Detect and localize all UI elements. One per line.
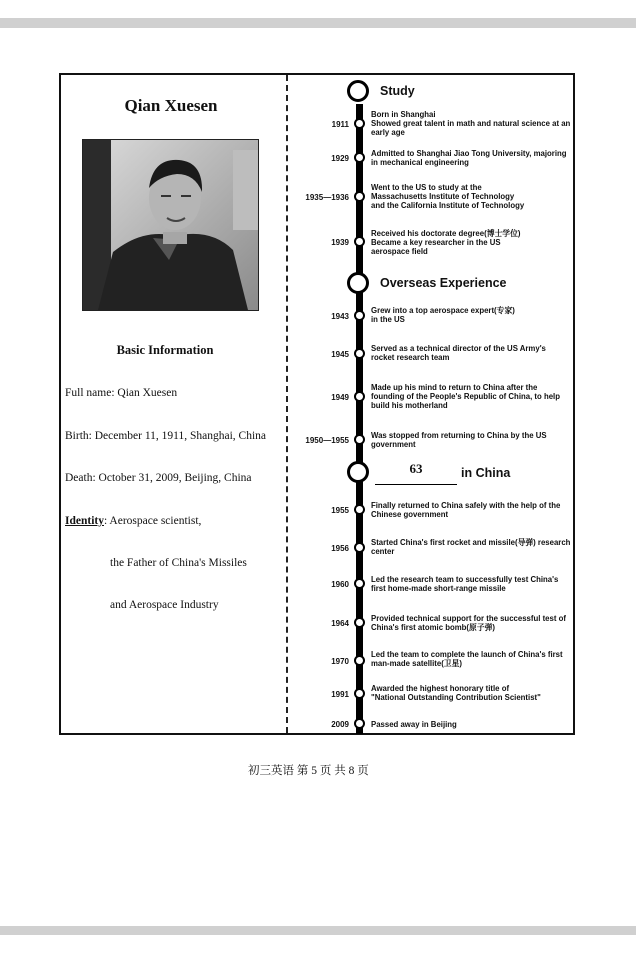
event-text: Received his doctorate degree(博士学位) Became a key researcher in the US aerospace field <box>371 229 521 257</box>
timeline-dot <box>354 504 365 515</box>
basic-info-heading: Basic Information <box>116 343 214 357</box>
full-name-line: Full name: Qian Xuesen <box>65 387 178 399</box>
identity-line-3: and Aerospace Industry <box>110 599 219 611</box>
section-circle-overseas <box>347 272 369 294</box>
timeline-dot <box>354 434 365 445</box>
top-gray-bar <box>0 18 636 28</box>
timeline-dot <box>354 152 365 163</box>
section-title-china: in China <box>461 466 511 480</box>
event-text: Started China's first rocket and missile(导弹) research center <box>371 538 571 557</box>
timeline-dot <box>354 118 365 129</box>
portrait-photo <box>82 139 259 311</box>
event-year: 1929 <box>331 154 349 163</box>
event-text: Led the research team to successfully test China's first home-made short-range missile <box>371 575 559 594</box>
event-year: 1950—1955 <box>305 436 349 445</box>
event-year: 1960 <box>331 580 349 589</box>
portrait-image <box>83 140 258 310</box>
birth-line: Birth: December 11, 1911, Shanghai, China <box>65 430 266 442</box>
timeline-dot <box>354 236 365 247</box>
event-text: Went to the US to study at the Massachusetts Institute of Technology and the California Institute of Technology <box>371 183 525 211</box>
event-text: Grew into a top aerospace expert(专家) in the US <box>371 306 515 325</box>
event-year: 1945 <box>331 350 349 359</box>
event-text: Led the team to complete the launch of China's first man-made satellite(卫星) <box>371 650 563 669</box>
column-divider <box>286 75 288 733</box>
event-year: 1911 <box>331 120 349 129</box>
timeline-dot <box>354 688 365 699</box>
death-line: Death: October 31, 2009, Beijing, China <box>65 472 252 484</box>
person-name-title: Qian Xuesen <box>124 96 218 115</box>
timeline-dot <box>354 718 365 729</box>
event-year: 1970 <box>331 657 349 666</box>
event-year: 1939 <box>331 238 349 247</box>
timeline-dot <box>354 310 365 321</box>
event-year: 2009 <box>331 720 349 729</box>
event-text: Made up his mind to return to China after the founding of the People's Republic of China, to help build his motherland <box>371 383 560 411</box>
section-title-study: Study <box>380 84 415 98</box>
identity-text: : Aerospace scientist, <box>103 515 202 527</box>
event-year: 1935—1936 <box>305 193 349 202</box>
event-text: Provided technical support for the successful test of China's first atomic bomb(原子弹) <box>371 614 566 633</box>
event-text: Born in Shanghai Showed great talent in math and natural science at an early age <box>371 110 571 138</box>
page-footer: 初三英语 第 5 页 共 8 页 <box>248 765 369 777</box>
timeline-dot <box>354 348 365 359</box>
event-text: Awarded the highest honorary title of "National Outstanding Contribution Scientist" <box>371 684 541 703</box>
timeline-dot <box>354 655 365 666</box>
section-circle-study <box>347 80 369 102</box>
bottom-gray-bar <box>0 926 636 935</box>
identity-line <box>65 515 201 527</box>
timeline-dot <box>354 191 365 202</box>
event-text: Served as a technical director of the US Army's rocket research team <box>371 344 546 363</box>
timeline-dot <box>354 391 365 402</box>
event-year: 1943 <box>331 312 349 321</box>
identity-line-2: the Father of China's Missiles <box>110 557 247 569</box>
fill-in-blank-answer: 63 <box>409 461 423 476</box>
event-text: Admitted to Shanghai Jiao Tong University, majoring in mechanical engineering <box>371 149 567 168</box>
event-year: 1964 <box>331 619 349 628</box>
fill-in-blank-line <box>375 484 457 485</box>
section-title-overseas: Overseas Experience <box>380 276 507 290</box>
event-text: Was stopped from returning to China by the US government <box>371 431 547 450</box>
timeline-dot <box>354 578 365 589</box>
event-year: 1955 <box>331 506 349 515</box>
event-year: 1956 <box>331 544 349 553</box>
event-text: Finally returned to China safely with the help of the Chinese government <box>371 501 561 520</box>
event-text: Passed away in Beijing <box>371 720 457 729</box>
section-circle-china <box>347 461 369 483</box>
event-year: 1991 <box>331 690 349 699</box>
timeline-dot <box>354 617 365 628</box>
identity-label: Identity <box>65 515 104 527</box>
event-year: 1949 <box>331 393 349 402</box>
timeline-dot <box>354 542 365 553</box>
